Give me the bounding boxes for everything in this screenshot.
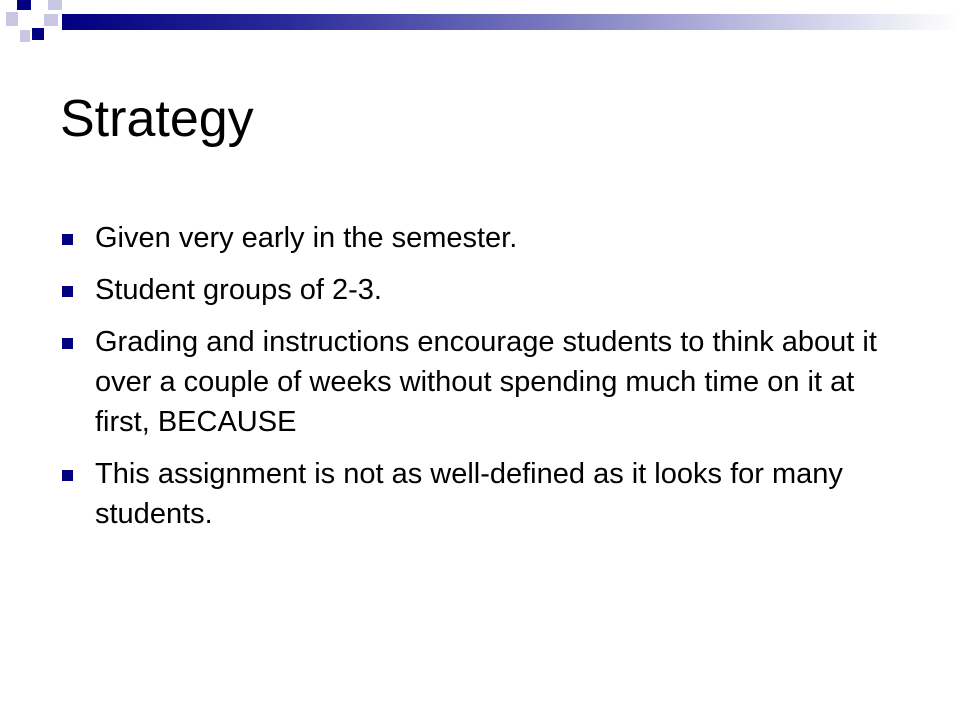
bullet-text: Grading and instructions encourage students to think about it over a couple of weeks without spending much time on it at first, BECAUSE <box>95 326 877 438</box>
bullet-text: This assignment is not as well-defined as it looks for many students. <box>95 458 843 530</box>
square-bullet-icon <box>62 286 73 297</box>
bullet-item <box>60 322 900 442</box>
bullet-item <box>60 218 900 258</box>
square-bullet-icon <box>62 338 73 349</box>
bullet-text: Given very early in the semester. <box>95 222 518 254</box>
decor-square-light <box>48 0 62 10</box>
bullet-item <box>60 270 900 310</box>
bullet-list <box>60 218 900 546</box>
square-bullet-icon <box>62 470 73 481</box>
header-decoration <box>0 0 960 60</box>
bullet-text: Student groups of 2-3. <box>95 274 382 306</box>
decor-square-dark <box>17 0 31 10</box>
decor-square-light <box>6 12 18 26</box>
decor-square-light <box>20 30 30 42</box>
bullet-item <box>60 454 900 534</box>
header-gradient-bar <box>62 14 960 30</box>
decor-square-light <box>44 14 58 26</box>
slide-title: Strategy <box>60 90 254 148</box>
decor-square-dark <box>32 28 44 40</box>
square-bullet-icon <box>62 234 73 245</box>
